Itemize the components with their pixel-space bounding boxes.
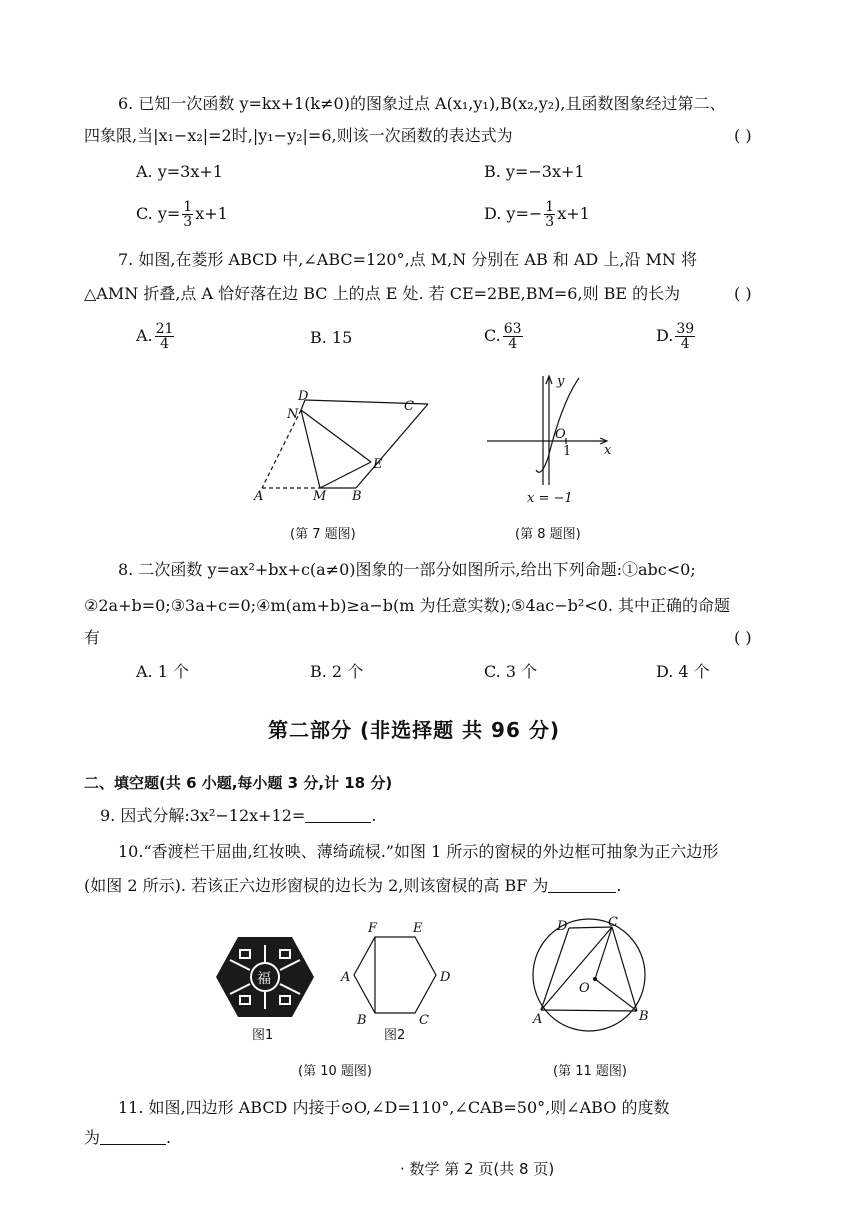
fig8-label-x: x xyxy=(604,443,612,458)
fig7-label-b: B xyxy=(352,489,362,504)
fig8-label-y: y xyxy=(557,374,565,389)
q6-option-a: A. y=3x+1 xyxy=(136,162,223,181)
q10-line1: 10.“香渡栏干屈曲,红妆映、薄绮疏棂.”如图 1 所示的窗棂的外边框可抽象为正六边形 xyxy=(118,842,719,861)
fig7-label-m: M xyxy=(313,489,327,504)
fig10-caption: (第 10 题图) xyxy=(298,1064,372,1079)
fig8-caption: (第 8 题图) xyxy=(515,527,581,542)
fig7-label-a: A xyxy=(254,489,264,504)
fig11-label-o: O xyxy=(579,981,590,996)
fig10-label-e: E xyxy=(413,921,423,936)
q8-option-b: B. 2 个 xyxy=(310,662,364,681)
q8-option-c: C. 3 个 xyxy=(484,662,538,681)
fig7-caption: (第 7 题图) xyxy=(290,527,356,542)
fig11-label-a: A xyxy=(533,1012,543,1027)
q7-option-d-pre: D. xyxy=(656,326,674,345)
q7-option-d-numerator: 39 xyxy=(676,321,695,337)
q6-option-c-numerator: 1 xyxy=(183,199,193,215)
q11-end: . xyxy=(166,1128,172,1147)
q7-option-c-denominator: 4 xyxy=(508,336,518,352)
q8-answer-paren: ( ) xyxy=(734,628,752,647)
fig8-label-o: O xyxy=(555,427,566,442)
q7-option-a-numerator: 21 xyxy=(155,321,174,337)
q7-answer-paren: ( ) xyxy=(734,284,752,303)
fig10-figure1-label: 图1 xyxy=(252,1028,274,1043)
q8-option-a: A. 1 个 xyxy=(136,662,189,681)
q7-line2: △AMN 折叠,点 A 恰好落在边 BC 上的点 E 处. 若 CE=2BE,BM=6,则 BE 的长为 xyxy=(84,284,681,303)
fig11-caption: (第 11 题图) xyxy=(553,1064,627,1079)
fig10-label-a: A xyxy=(341,970,351,985)
section-fill-blank: 二、填空题(共 6 小题,每小题 3 分,计 18 分) xyxy=(84,774,393,792)
q6-option-d-denominator: 3 xyxy=(545,214,555,230)
fig7-label-e: E xyxy=(373,457,383,472)
fig10-label-f: F xyxy=(368,921,378,936)
q10-line2-text: (如图 2 所示). 若该正六边形窗棂的边长为 2,则该窗棂的高 BF 为 xyxy=(84,876,549,895)
fig8-label-1: 1 xyxy=(563,444,572,459)
q6-option-d-post: x+1 xyxy=(557,204,590,223)
q6-option-d-numerator: 1 xyxy=(545,199,555,215)
q10-end: . xyxy=(616,876,622,895)
fig10-label-c: C xyxy=(419,1013,429,1028)
q6-option-d-pre: D. y=− xyxy=(484,204,543,223)
q6-option-c-denominator: 3 xyxy=(183,214,193,230)
q7-option-a-pre: A. xyxy=(136,326,153,345)
q6-option-c-pre: C. y= xyxy=(136,204,181,223)
fig10-figure2-label: 图2 xyxy=(384,1028,406,1043)
part2-title: 第二部分 (非选择题 共 96 分) xyxy=(268,718,560,742)
q6-option-c-post: x+1 xyxy=(195,204,228,223)
fig10-label-d: D xyxy=(440,970,451,985)
q7-line1: 7. 如图,在菱形 ABCD 中,∠ABC=120°,点 M,N 分别在 AB 和 AD 上,沿 MN 将 xyxy=(118,250,697,269)
fig7-label-c: C xyxy=(404,399,414,414)
q11-line2-text: 为 xyxy=(84,1128,101,1147)
fig11-label-b: B xyxy=(639,1009,649,1024)
q7-option-c-numerator: 63 xyxy=(503,321,522,337)
q8-option-d: D. 4 个 xyxy=(656,662,710,681)
fig11-label-c: C xyxy=(608,915,618,930)
q7-option-d-denominator: 4 xyxy=(680,336,690,352)
q7-option-c-pre: C. xyxy=(484,326,501,345)
q6-line2: 四象限,当|x₁−x₂|=2时,|y₁−y₂|=6,则该一次函数的表达式为 xyxy=(84,126,513,145)
q6-answer-paren: ( ) xyxy=(734,126,752,145)
q6-option-b: B. y=−3x+1 xyxy=(484,162,585,181)
fig10-label-b: B xyxy=(357,1013,367,1028)
q11-line1: 11. 如图,四边形 ABCD 内接于⊙O,∠D=110°,∠CAB=50°,则∠ABO 的度数 xyxy=(118,1098,670,1117)
q8-line2: ②2a+b=0;③3a+c=0;④m(am+b)≥a−b(m 为任意实数);⑤4ac−b²<0. 其中正确的命题 xyxy=(84,596,731,615)
fig8-label-axis: x = −1 xyxy=(527,491,573,506)
fig7-label-d: D xyxy=(298,389,309,404)
fig7-label-n: N xyxy=(287,407,299,422)
q6-line1: 6. 已知一次函数 y=kx+1(k≠0)的图象过点 A(x₁,y₁),B(x₂,y₂),且函数图象经过第二、 xyxy=(118,94,726,113)
q7-option-b: B. 15 xyxy=(310,328,353,347)
q9-end: . xyxy=(371,806,377,825)
q8-line3: 有 xyxy=(84,628,101,647)
window-seal-glyph: 福 xyxy=(257,971,271,987)
q9-text: 9. 因式分解:3x²−12x+12= xyxy=(100,806,306,825)
q11-line2 xyxy=(84,1128,171,1148)
q7-option-a-denominator: 4 xyxy=(160,336,170,352)
page-footer: · 数学 第 2 页(共 8 页) xyxy=(400,1160,555,1178)
q11-answer-blank[interactable] xyxy=(100,1130,166,1145)
fig11-label-d: D xyxy=(557,919,568,934)
q8-line1: 8. 二次函数 y=ax²+bx+c(a≠0)图象的一部分如图所示,给出下列命题:①abc<0; xyxy=(118,560,696,579)
